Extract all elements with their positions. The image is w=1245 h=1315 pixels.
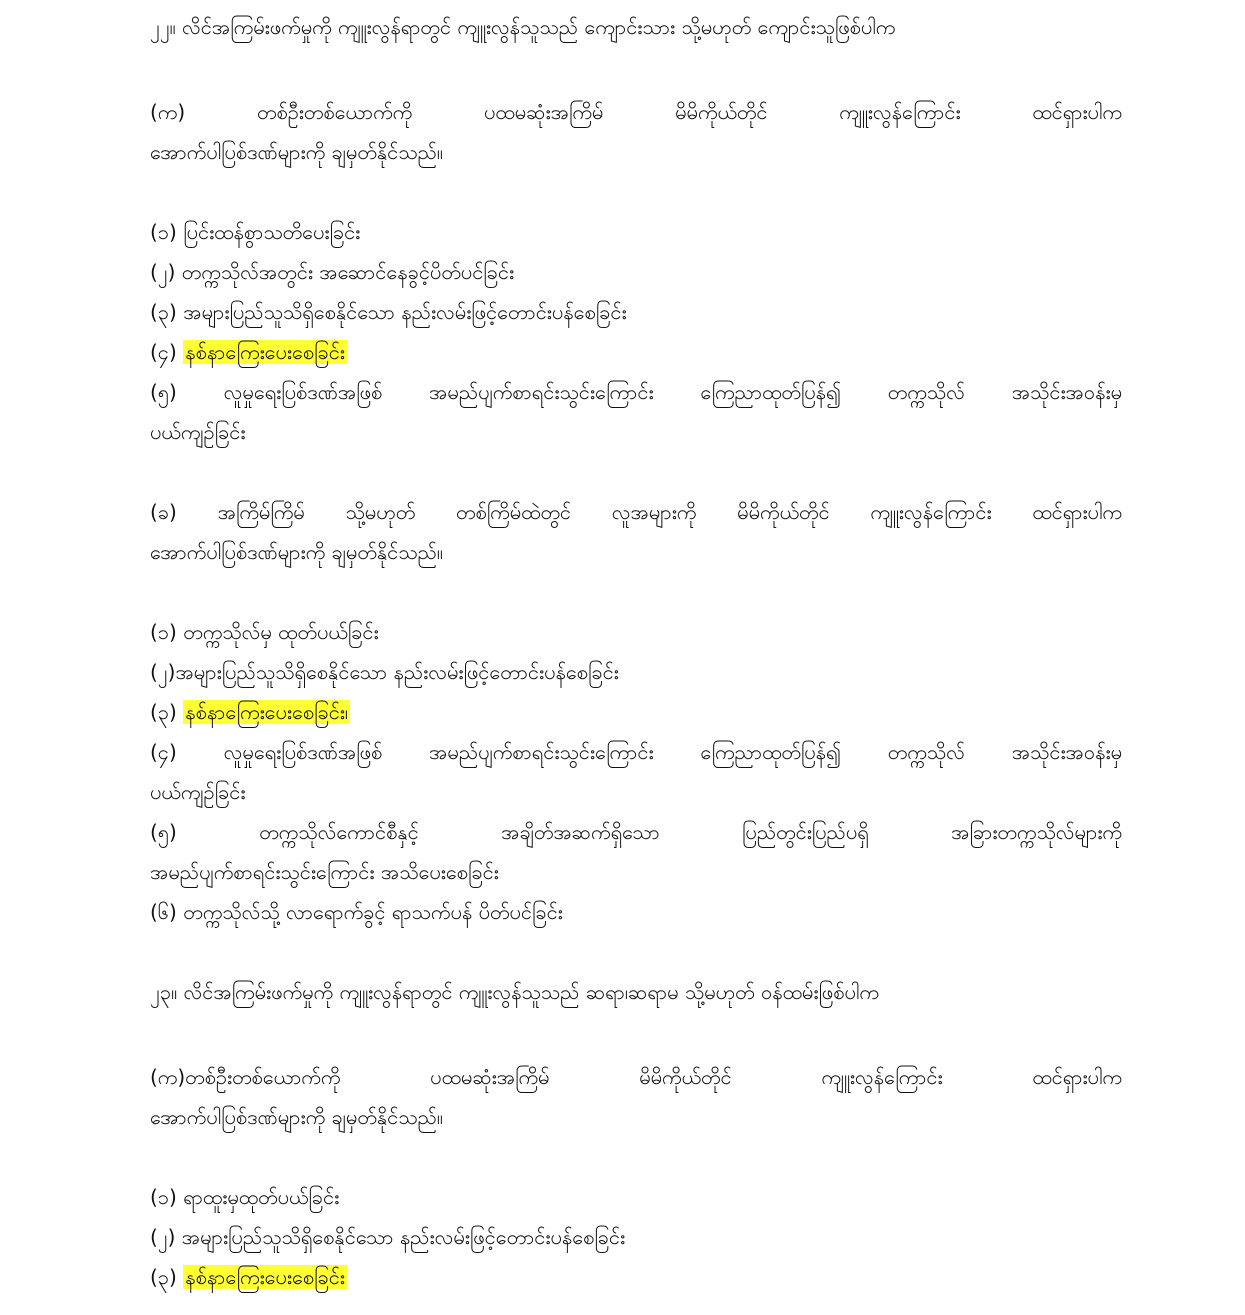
item-number: (၃) bbox=[150, 1265, 177, 1289]
item-text: ပြင်းထန်စွာသတိပေးခြင်း bbox=[183, 220, 361, 244]
item-number: (၄) bbox=[150, 340, 177, 364]
word: တစ်ကြိမ်ထဲတွင် bbox=[456, 500, 572, 524]
item-number: (၂) bbox=[150, 1225, 176, 1249]
word: မိမိကိုယ်တိုင် bbox=[737, 500, 830, 524]
list-item bbox=[150, 615, 1122, 649]
word: ထင်ရှားပါက bbox=[1032, 500, 1122, 524]
section-22-para-ka-line2: အောက်ပါပြစ်ဒဏ်များကို ချမှတ်နိုင်သည်။ bbox=[150, 140, 443, 164]
list-item bbox=[150, 295, 1122, 329]
list-item bbox=[150, 895, 1122, 929]
word: တက္ကသိုလ်ကောင်စီနှင့် bbox=[259, 820, 419, 844]
section-22-para-kha-line2: အောက်ပါပြစ်ဒဏ်များကို ချမှတ်နိုင်သည်။ bbox=[150, 540, 443, 564]
section-22-heading: ၂၂။ လိင်အကြမ်းဖက်မှုကို ကျူးလွန်ရာတွင် ကျူးလွန်သူသည် ကျောင်းသား သို့မဟုတ် ကျောင်းသူဖြစ်ပါက bbox=[150, 15, 896, 39]
word: အကြိမ်ကြိမ် bbox=[217, 500, 305, 524]
word: (ခ) bbox=[150, 500, 177, 524]
word: (၅) bbox=[150, 820, 177, 844]
item-text: ရာထူးမှထုတ်ပယ်ခြင်း bbox=[183, 1185, 340, 1209]
item-number: (၁) bbox=[150, 1185, 177, 1209]
item-text: အများပြည်သူသိရှိစေနိုင်သော နည်းလမ်းဖြင့်တောင်းပန်စေခြင်း bbox=[183, 300, 627, 324]
list-item bbox=[150, 1220, 1122, 1254]
section-22-para-ka-line1 bbox=[150, 95, 1122, 129]
word: (၄) bbox=[150, 740, 177, 764]
word: ကြေညာထုတ်ပြန်၍ bbox=[700, 740, 841, 764]
item-text: တက္ကသိုလ်မှ ထုတ်ပယ်ခြင်း bbox=[183, 620, 379, 644]
section-23-para-ka-line2: အောက်ပါပြစ်ဒဏ်များကို ချမှတ်နိုင်သည်။ bbox=[150, 1105, 443, 1129]
word: ထင်ရှားပါက bbox=[1032, 1065, 1122, 1089]
word: အခြားတက္ကသိုလ်များကို bbox=[951, 820, 1122, 844]
item-number: (၂) bbox=[150, 660, 176, 684]
word: လူအများကို bbox=[611, 500, 697, 524]
list-item bbox=[150, 695, 1122, 729]
word: အသိုင်းအဝန်းမှ bbox=[1011, 740, 1122, 764]
item-text: တက္ကသိုလ်အတွင်း အဆောင်နေခွင့်ပိတ်ပင်ခြင်း bbox=[181, 260, 515, 284]
section-23-heading: ၂၃။ လိင်အကြမ်းဖက်မှုကို ကျူးလွန်ရာတွင် ကျူးလွန်သူသည် ဆရာ၊ဆရာမ သို့မဟုတ် ဝန်ထမ်းဖြစ်ပါက bbox=[150, 980, 879, 1004]
word: အချိတ်အဆက်ရှိသော bbox=[501, 820, 660, 844]
word: တက္ကသိုလ် bbox=[887, 380, 965, 404]
word: ကျူးလွန်ကြောင်း bbox=[870, 500, 992, 524]
word: ပထမဆုံးအကြိမ် bbox=[430, 1065, 550, 1089]
item-number: (၁) bbox=[150, 220, 177, 244]
list-item bbox=[150, 1260, 1122, 1294]
word: ကြေညာထုတ်ပြန်၍ bbox=[700, 380, 841, 404]
list-item-line1 bbox=[150, 735, 1122, 769]
section-23-para-ka-line1 bbox=[150, 1060, 1122, 1094]
word: ပထမဆုံးအကြိမ် bbox=[484, 100, 604, 124]
word: ကျူးလွန်ကြောင်း bbox=[821, 1065, 943, 1089]
word: (က)တစ်ဦးတစ်ယောက်ကို bbox=[150, 1065, 341, 1089]
list-item-line2: ပယ်ကျဉ်ခြင်း bbox=[150, 420, 246, 444]
list-item bbox=[150, 335, 1122, 369]
word: လူမှုရေးပြစ်ဒဏ်အဖြစ် bbox=[223, 380, 383, 404]
highlighted-item-text: နစ်နာကြေးပေးစေခြင်း bbox=[185, 1265, 345, 1289]
word: ပြည်တွင်းပြည်ပရှိ bbox=[742, 820, 869, 844]
word: (က) bbox=[150, 100, 186, 124]
word: ထင်ရှားပါက bbox=[1032, 100, 1122, 124]
word: မိမိကိုယ်တိုင် bbox=[639, 1065, 732, 1089]
section-22-para-kha-line1 bbox=[150, 495, 1122, 529]
list-item bbox=[150, 655, 1122, 689]
list-item-line1 bbox=[150, 815, 1122, 849]
word: အမည်ပျက်စာရင်းသွင်းကြောင်း bbox=[429, 740, 654, 764]
item-text: အများပြည်သူသိရှိစေနိုင်သော နည်းလမ်းဖြင့်တောင်းပန်စေခြင်း bbox=[175, 660, 619, 684]
word: ကျူးလွန်ကြောင်း bbox=[839, 100, 961, 124]
word: တက္ကသိုလ် bbox=[887, 740, 965, 764]
word: (၅) bbox=[150, 380, 177, 404]
word: တစ်ဦးတစ်ယောက်ကို bbox=[256, 100, 413, 124]
item-text: အများပြည်သူသိရှိစေနိုင်သော နည်းလမ်းဖြင့်တောင်းပန်စေခြင်း bbox=[181, 1225, 626, 1249]
list-item bbox=[150, 255, 1122, 289]
list-item-line2: ပယ်ကျဉ်ခြင်း bbox=[150, 780, 246, 804]
list-item-line1 bbox=[150, 375, 1122, 409]
word: အသိုင်းအဝန်းမှ bbox=[1011, 380, 1122, 404]
highlighted-item-text: နစ်နာကြေးပေးစေခြင်း bbox=[185, 340, 345, 364]
item-number: (၁) bbox=[150, 620, 177, 644]
highlighted-item-text: နစ်နာကြေးပေးစေခြင်း၊ bbox=[185, 700, 349, 724]
list-item bbox=[150, 1180, 1122, 1214]
item-number: (၃) bbox=[150, 700, 177, 724]
word: မိမိကိုယ်တိုင် bbox=[675, 100, 768, 124]
item-text: တက္ကသိုလ်သို့ လာရောက်ခွင့် ရာသက်ပန် ပိတ်ပင်ခြင်း bbox=[183, 900, 563, 924]
item-number: (၂) bbox=[150, 260, 176, 284]
word: လူမှုရေးပြစ်ဒဏ်အဖြစ် bbox=[223, 740, 383, 764]
item-number: (၃) bbox=[150, 300, 177, 324]
word: အမည်ပျက်စာရင်းသွင်းကြောင်း bbox=[429, 380, 654, 404]
list-item bbox=[150, 215, 1122, 249]
word: သို့မဟုတ် bbox=[345, 500, 416, 524]
list-item-line2: အမည်ပျက်စာရင်းသွင်းကြောင်း အသိပေးစေခြင်း bbox=[150, 860, 499, 884]
item-number: (၆) bbox=[150, 900, 177, 924]
